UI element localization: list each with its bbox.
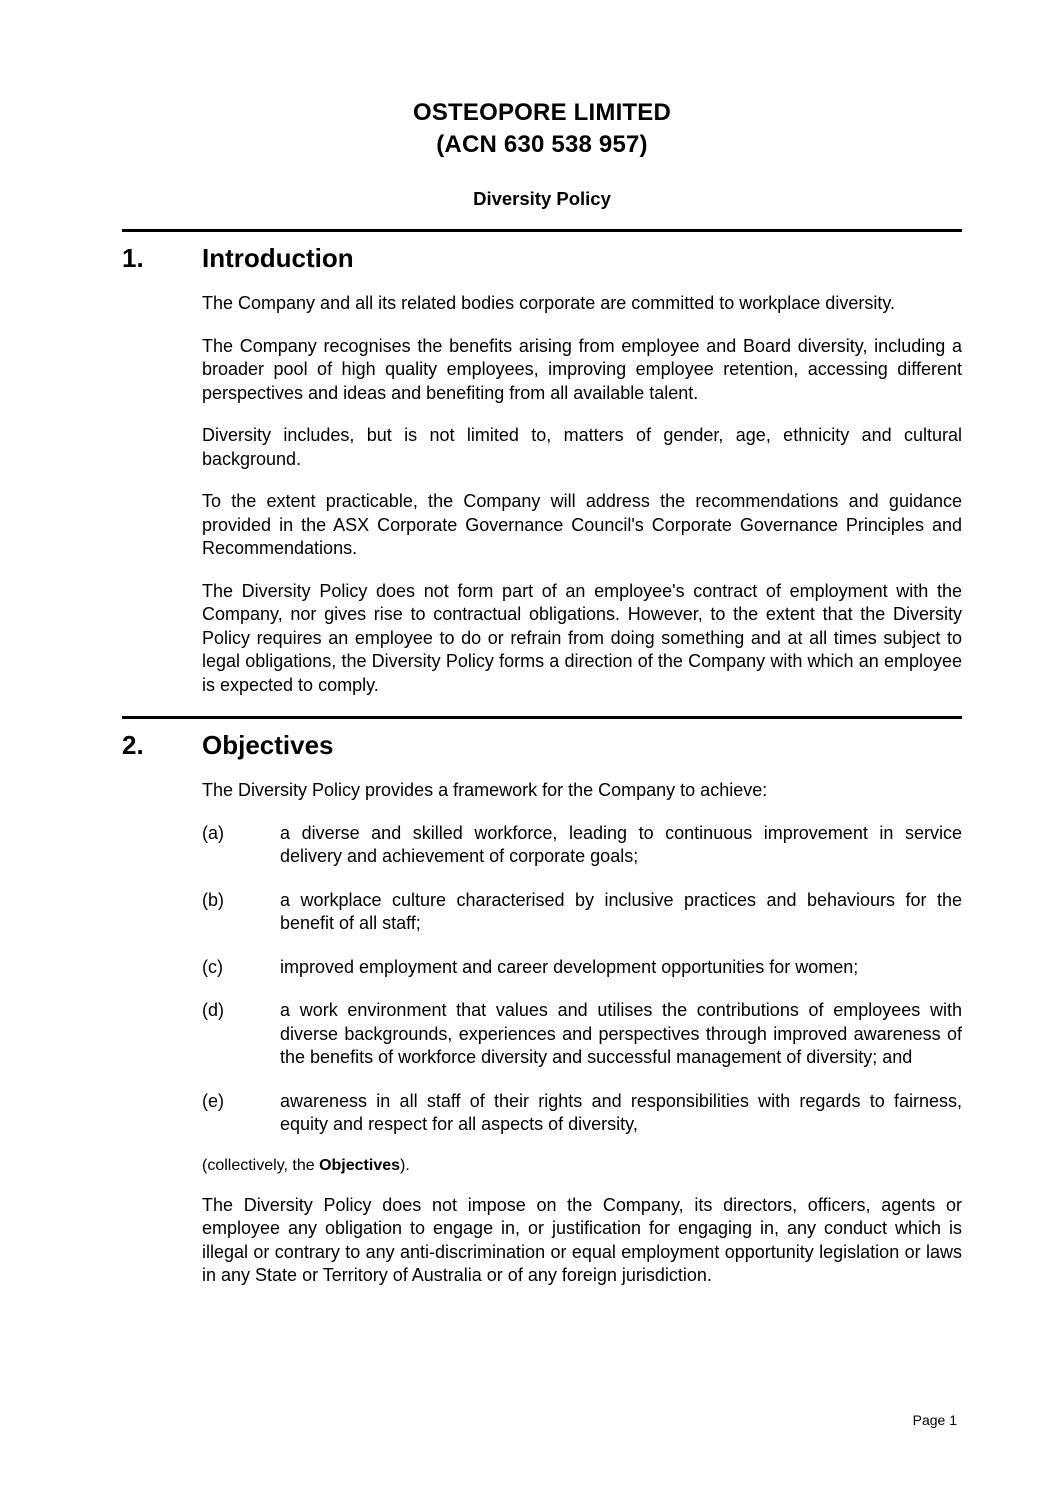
section-1-title: Introduction: [202, 243, 354, 273]
company-name: OSTEOPORE LIMITED: [412, 99, 672, 126]
section-2-heading: [122, 729, 962, 761]
list-item: [202, 1090, 962, 1137]
company-acn: (ACN 630 538 957): [436, 131, 648, 158]
section-2-title: Objectives: [202, 730, 334, 760]
document-subtitle: Diversity Policy: [473, 188, 611, 209]
list-item-label: (a): [202, 822, 224, 843]
section-2-body: [202, 779, 962, 1137]
list-item: [202, 889, 962, 936]
list-item-label: (e): [202, 1090, 224, 1111]
objectives-term: Objectives: [319, 1156, 401, 1174]
list-item-label: (d): [202, 1000, 224, 1020]
section-2-closing: [202, 1194, 962, 1288]
list-item-text: a diverse and skilled workforce, leading to continuous improvement in service delivery and achievement of corporate goals;: [280, 822, 962, 866]
section-1-body: [202, 292, 962, 697]
collectively-prefix: (collectively, the: [202, 1156, 320, 1174]
paragraph: The Company recognises the benefits arising from employee and Board diversity, including a broader pool of high quality employees, improving employee retention, accessing different perspectives and ideas and benefiting from all available talent.: [202, 335, 962, 403]
collectively-line: [202, 1157, 962, 1175]
section-divider: [122, 229, 962, 232]
paragraph: Diversity includes, but is not limited to, matters of gender, age, ethnicity and cultural background.: [202, 425, 962, 469]
paragraph: The Diversity Policy does not impose on the Company, its directors, officers, agents or employee any obligation to engage in, or justification for engaging in, any conduct which is illegal or contrary to any anti-discrimination or equal employment opportunity legislation or laws in any State or Territory of Australia or of any foreign jurisdiction.: [202, 1194, 962, 1285]
list-item-label: (b): [202, 889, 224, 910]
paragraph: The Diversity Policy provides a framework for the Company to achieve:: [202, 780, 768, 800]
section-1-number: 1.: [122, 243, 144, 273]
paragraph: The Diversity Policy does not form part of an employee's contract of employment with the Company, nor gives rise to contractual obligations. However, to the extent that the Diversity Policy requires an employee to do or refrain from doing something and at all times subject to legal obligations, the Diversity Policy forms a direction of the Company with which an employee is expected to comply.: [202, 580, 962, 695]
section-divider: [122, 716, 962, 719]
list-item-text: improved employment and career development opportunities for women;: [280, 956, 859, 977]
list-item-text: a workplace culture characterised by inclusive practices and behaviours for the benefit of all staff;: [280, 889, 962, 933]
page-number: Page 1: [912, 1412, 957, 1428]
document-title: [122, 97, 962, 161]
list-item: [202, 956, 962, 980]
page-content: [122, 0, 962, 1288]
collectively-suffix: ).: [400, 1156, 410, 1174]
list-item-label: (c): [202, 956, 223, 977]
section-1-heading: [122, 242, 962, 274]
section-2-number: 2.: [122, 730, 144, 760]
paragraph: The Company and all its related bodies corporate are committed to workplace diversity.: [202, 293, 895, 313]
list-item: [202, 999, 962, 1070]
paragraph: To the extent practicable, the Company will address the recommendations and guidance provided in the ASX Corporate Governance Council's Corporate Governance Principles and Recommendations.: [202, 491, 962, 558]
list-item-text: a work environment that values and utilises the contributions of employees with diverse backgrounds, experiences and perspectives through improved awareness of the benefits of workforce diversity and successful management of diversity; and: [280, 1000, 962, 1067]
list-item-text: awareness in all staff of their rights and responsibilities with regards to fairness, equity and respect for all aspects of diversity,: [280, 1090, 962, 1134]
list-item: [202, 822, 962, 869]
